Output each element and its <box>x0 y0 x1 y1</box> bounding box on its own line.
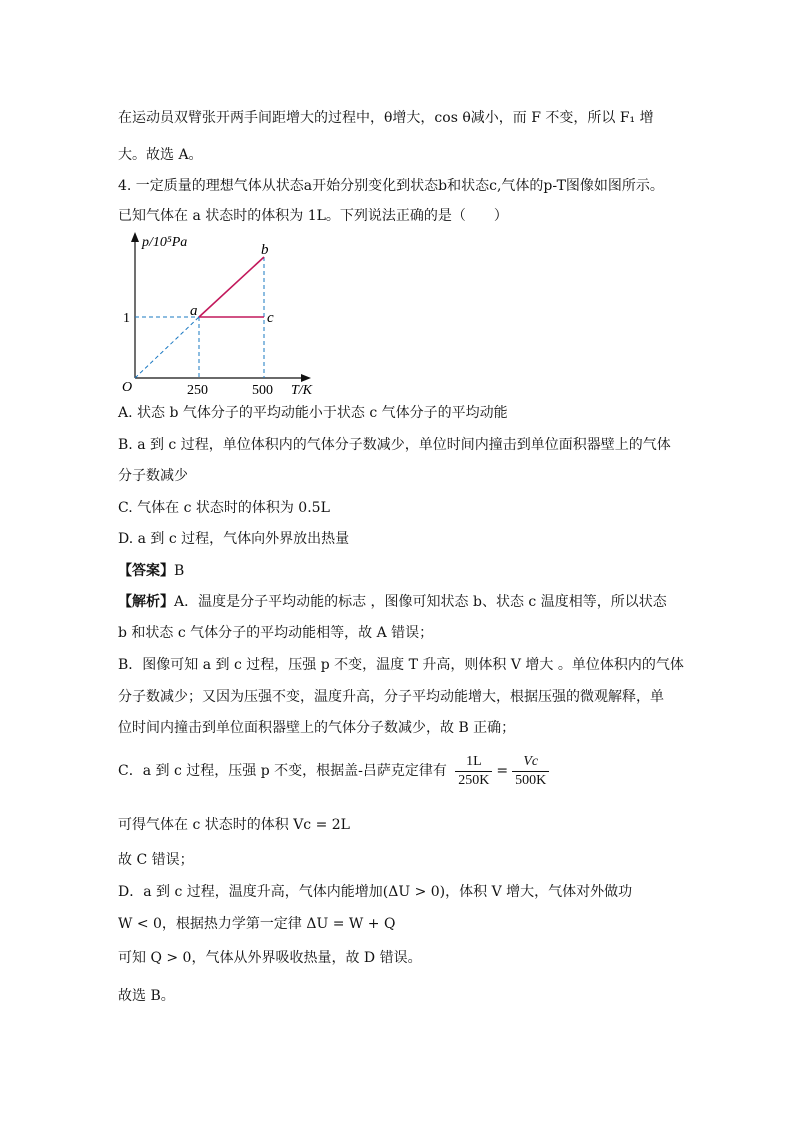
analysis-line: 可得气体在 c 状态时的体积 Vc = 2L <box>118 817 350 833</box>
analysis-line: 故选 B。 <box>118 988 175 1004</box>
analysis-line <box>118 592 667 612</box>
guide-origin-a <box>135 317 199 378</box>
process-a-to-b <box>199 257 264 317</box>
analysis-equation-line <box>118 752 553 790</box>
analysis-text: C．a 到 c 过程，压强 p 不变，根据盖-吕萨克定律有 <box>118 763 447 779</box>
analysis-line: 可知 Q > 0，气体从外界吸收热量，故 D 错误。 <box>118 950 422 966</box>
y-axis-label: p/10⁵Pa <box>142 235 188 250</box>
analysis-text: A．温度是分子平均动能的标志 ，图像可知状态 b、状态 c 温度相等，所以状态 <box>174 594 667 610</box>
y-tick-label: 1 <box>123 311 130 326</box>
fraction-denominator: 250K <box>458 772 490 788</box>
analysis-line: W < 0，根据热力学第一定律 ΔU = W + Q <box>118 916 396 932</box>
option-d: D. a 到 c 过程，气体向外界放出热量 <box>118 531 350 547</box>
fraction-numerator: Vc <box>512 753 549 772</box>
question-stem: 已知气体在 a 状态时的体积为 1L。下列说法正确的是（ ） <box>118 208 508 224</box>
point-label-b: b <box>261 242 269 258</box>
answer-line <box>118 561 184 581</box>
answer-value: B <box>174 563 185 579</box>
analysis-tag: 【解析】 <box>118 594 174 610</box>
fraction-numerator: 1L <box>455 753 492 772</box>
option-a: A. 状态 b 气体分子的平均动能小于状态 c 气体分子的平均动能 <box>118 405 508 421</box>
option-c: C. 气体在 c 状态时的体积为 0.5L <box>118 500 330 516</box>
fraction <box>455 753 492 790</box>
x-axis-arrow <box>301 374 311 382</box>
y-axis-arrow <box>131 232 139 242</box>
text-line: 大。故选 A。 <box>118 147 203 163</box>
analysis-line: 故 C 错误； <box>118 852 194 868</box>
analysis-line: b 和状态 c 气体分子的平均动能相等，故 A 错误； <box>118 625 434 641</box>
option-b: B. a 到 c 过程，单位体积内的气体分子数减少，单位时间内撞击到单位面积器壁上的气体 <box>118 437 671 453</box>
analysis-line: 位时间内撞击到单位面积器壁上的气体分子数减少，故 B 正确； <box>118 720 516 736</box>
pt-diagram <box>110 228 340 400</box>
x-tick-label: 500 <box>252 383 273 398</box>
fraction <box>512 753 549 790</box>
x-axis-label: T/K <box>291 383 313 398</box>
equals-sign: = <box>496 763 509 779</box>
question-stem: 4. 一定质量的理想气体从状态a开始分别变化到状态b和状态c,气体的p-T图像如图所示。 <box>118 178 664 194</box>
text-line: 在运动员双臂张开两手间距增大的过程中，θ增大，cos θ减小，而 F 不变，所以 F₁ 增 <box>118 110 654 126</box>
point-label-c: c <box>267 310 274 326</box>
fraction-denominator: 500K <box>515 772 547 788</box>
option-b: 分子数减少 <box>118 468 188 484</box>
analysis-line: D．a 到 c 过程，温度升高，气体内能增加(ΔU > 0)，体积 V 增大，气体对外做功 <box>118 884 633 900</box>
x-tick-label: 250 <box>187 383 208 398</box>
origin-label: O <box>122 380 133 395</box>
point-label-a: a <box>190 303 198 319</box>
analysis-line: B．图像可知 a 到 c 过程，压强 p 不变，温度 T 升高，则体积 V 增大 。单位体积内的气体 <box>118 657 684 673</box>
analysis-line: 分子数减少；又因为压强不变，温度升高，分子平均动能增大，根据压强的微观解释，单 <box>118 689 664 705</box>
answer-tag: 【答案】 <box>118 563 174 579</box>
